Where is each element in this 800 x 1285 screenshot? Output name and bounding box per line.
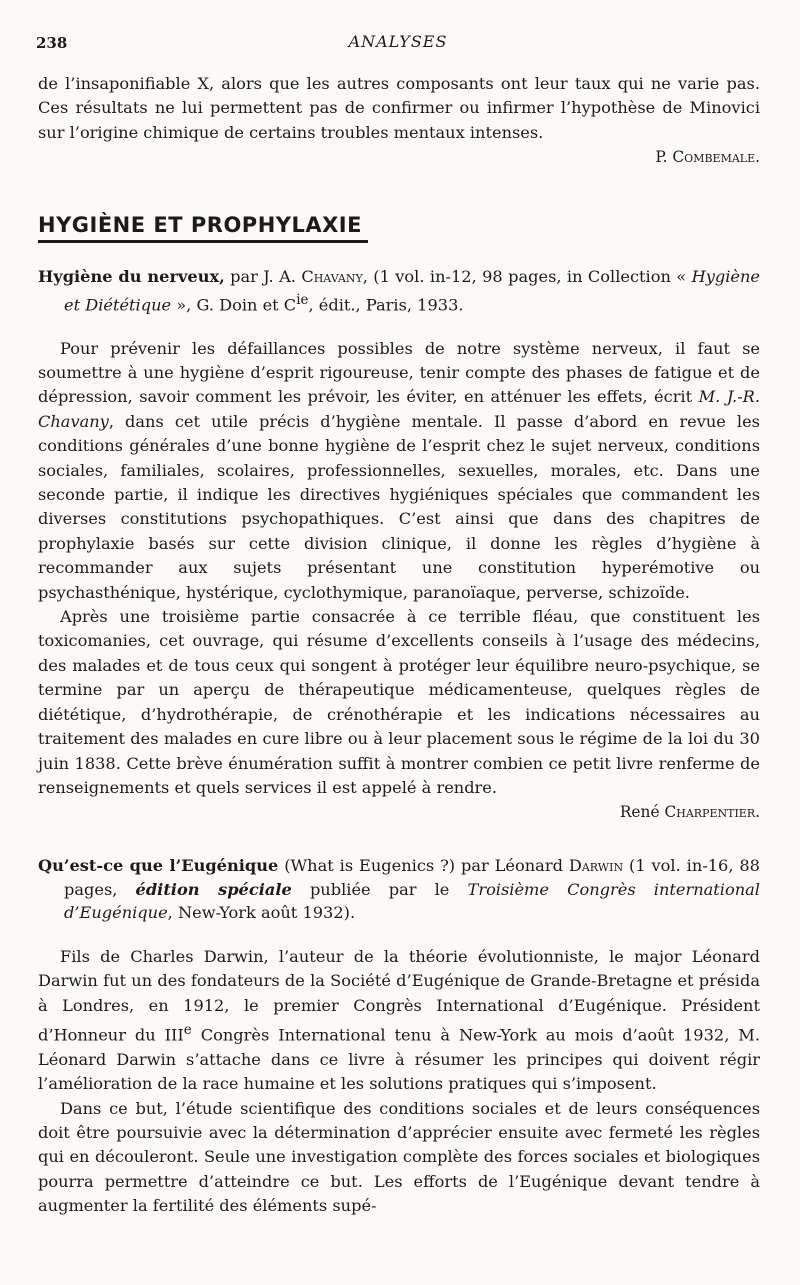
signature-name: P. Combemale. bbox=[655, 148, 760, 167]
signature-last-name: Charpentier. bbox=[664, 803, 760, 822]
book-publisher: », G. Doin et C bbox=[171, 295, 297, 315]
book-publication-info: , édit., Paris, 1933. bbox=[308, 295, 464, 315]
book-details: (1 vol. in-16, 88 pages, bbox=[64, 856, 760, 899]
congress-name: Troisième Congrès international d’Eugénique bbox=[64, 879, 760, 923]
section-heading: HYGIÈNE ET PROPHYLAXIE bbox=[38, 213, 368, 243]
ordinal-superscript: e bbox=[183, 1022, 192, 1039]
book-title: Qu’est-ce que l’Eugénique bbox=[38, 856, 279, 876]
review-signature bbox=[38, 800, 760, 824]
review-eugenique bbox=[38, 854, 760, 1218]
review-paragraph-1 bbox=[38, 337, 760, 605]
previous-review-ending: de l’insaponifiable X, alors que les autres composants ont leur taux qui ne varie pas. Ces résultats ne lui permettent pas de confirmer ou infirmer l’hypothèse de Minovici sur l’origine chimique de certains troubles mentaux intenses. bbox=[38, 74, 760, 142]
review-paragraph-1 bbox=[38, 945, 760, 1097]
review-paragraph-2: Après une troisième partie consacrée à ce terrible fléau, que constituent les toxicomanies, cet ouvrage, qui résume d’excellents conseils à l’usage des médecins, des malades et de tous ceux qui songent à protéger leur équilibre neuro-psychique, se termine par un aperçu de thérapeutique médicamenteuse, quelques règles de diététique, d’hydrothérapie, de crénothérapie et les indications nécessaires au traitement des malades en cure libre ou à leur placement sous le régime de la loi du 30 juin 1838. Cette brève énumération suffit à montrer combien ce petit livre renferme de renseignements et quels services il est appelé à rendre. bbox=[38, 607, 760, 797]
previous-review-signature bbox=[38, 145, 760, 169]
paragraph-text: , dans cet utile précis d’hygiène mentale. Il passe d’abord en revue les conditions générales d’une bonne hygiène de l’esprit chez le sujet nerveux, conditions sociales, familiales, scolaires, professionnelles, sexuelles, morales, etc. Dans une seconde partie, il indique les directives hygiéniques spéciales que commandent les diverses constitutions psychopathiques. C’est ainsi que dans des chapitres de prophylaxie basés sur cette division clinique, il donne les règles d’hygiène à recommander aux sujets présentant une constitution hyperémotive ou psychasthénique, hystérique, cyclothymique, paranoïaque, perverse, schizoïde. bbox=[38, 411, 760, 602]
page-number: 238 bbox=[36, 34, 68, 52]
book-citation bbox=[38, 265, 760, 316]
author-name-italic: M. J.-R. Chavany bbox=[38, 387, 760, 431]
edition-note: édition spéciale bbox=[135, 879, 292, 899]
book-details: , (1 vol. in-12, 98 pages, in Collection « bbox=[362, 267, 692, 287]
book-author: Chavany bbox=[301, 267, 363, 287]
review-body bbox=[38, 945, 760, 1219]
paragraph-text: Congrès International tenu à New-York au mois d’août 1932, M. Léonard Darwin s’attache dans ce livre à résumer les principes qui doivent régir l’amélioration de la race humaine et les solutions pratiques qui s’imposent. bbox=[38, 1025, 760, 1094]
book-author: Darwin bbox=[568, 856, 624, 876]
page-content bbox=[38, 72, 760, 1219]
book-citation bbox=[38, 854, 760, 925]
paragraph-text: Pour prévenir les défaillances possibles de notre système nerveux, il faut se soumettre à une hygiène d’esprit rigoureuse, tenir compte des phases de fatigue et de dépression, savoir comment les prévoir, les éviter, en atténuer les effets, écrit bbox=[38, 338, 760, 407]
review-hygiene-du-nerveux bbox=[38, 265, 760, 824]
book-subtitle: (What is Eugenics ?) par Léonard bbox=[278, 856, 569, 876]
published-by: publiée par le bbox=[291, 879, 468, 899]
book-title: Hygiène du nerveux, bbox=[38, 267, 225, 287]
signature-first-name: René bbox=[619, 803, 665, 822]
publication-place: , New-York août 1932). bbox=[167, 903, 356, 923]
publisher-superscript: ie bbox=[296, 291, 309, 308]
running-title: ANALYSES bbox=[348, 32, 448, 51]
running-header bbox=[36, 30, 760, 56]
book-collection: Hygiène et Diététique bbox=[64, 267, 760, 315]
citation-by: par J. A. bbox=[224, 267, 302, 287]
review-body bbox=[38, 337, 760, 825]
review-paragraph-2: Dans ce but, l’étude scientifique des conditions sociales et de leurs conséquences doit être poursuivie avec la détermination d’apprécier ensuite avec fermeté les règles qui en découleront. Seule une investigation complète des forces sociales et biologiques pourra permettre d’atteindre ce but. Les efforts de l’Eugénique devant tendre à augmenter la fertilité des éléments supé- bbox=[38, 1098, 760, 1216]
paragraph-text: Fils de Charles Darwin, l’auteur de la théorie évolutionniste, le major Léonard Darwin fut un des fondateurs de la Société d’Eugénique de Grande-Bretagne et présida à Londres, en 1912, le premier Congrès International d’Eugénique. Président d’Honneur du III bbox=[38, 946, 760, 1045]
